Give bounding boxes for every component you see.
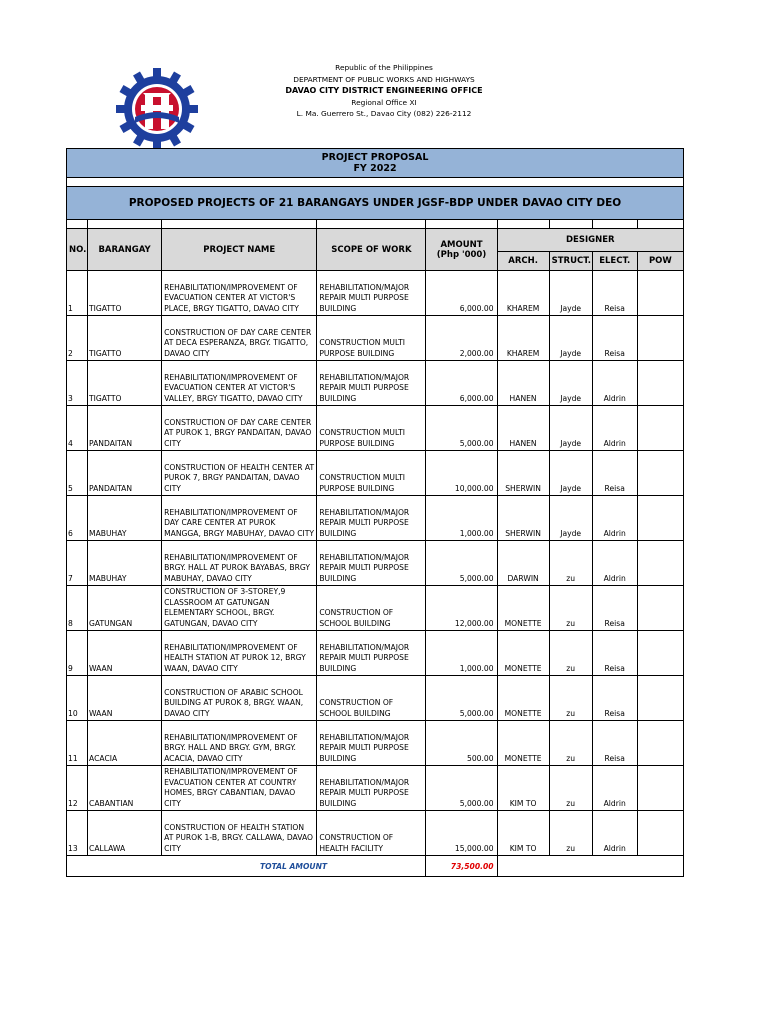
row-struct: Jayde <box>549 316 592 361</box>
total-cell <box>549 856 592 877</box>
row-pow <box>637 496 683 541</box>
row-struct: zu <box>549 541 592 586</box>
col-amount: AMOUNT (Php '000) <box>426 229 497 271</box>
table-row <box>67 541 684 586</box>
row-project-name: CONSTRUCTION OF DAY CARE CENTER AT PUROK 1, BRGY PANDAITAN, DAVAO CITY <box>162 406 317 451</box>
row-arch: DARWIN <box>497 541 549 586</box>
row-struct: zu <box>549 586 592 631</box>
table-body <box>67 271 684 856</box>
row-barangay: MABUHAY <box>88 541 162 586</box>
row-pow <box>637 271 683 316</box>
row-barangay: ACACIA <box>88 721 162 766</box>
total-cell <box>88 856 162 877</box>
row-elect: Reisa <box>592 631 637 676</box>
row-pow <box>637 361 683 406</box>
row-arch: MONETTE <box>497 721 549 766</box>
row-arch: SHERWIN <box>497 451 549 496</box>
row-arch: KHAREM <box>497 271 549 316</box>
row-no: 10 <box>67 676 88 721</box>
row-project-name: REHABILITATION/IMPROVEMENT OF EVACUATION CENTER AT VICTOR'S PLACE, BRGY TIGATTO, DAVAO CITY <box>162 271 317 316</box>
total-cell <box>592 856 637 877</box>
row-project-name: CONSTRUCTION OF HEALTH CENTER AT PUROK 7, BRGY PANDAITAN, DAVAO CITY <box>162 451 317 496</box>
row-scope: REHABILITATION/MAJOR REPAIR MULTI PURPOSE BUILDING <box>317 361 426 406</box>
col-elect: ELECT. <box>592 252 637 271</box>
office-line: DAVAO CITY DISTRICT ENGINEERING OFFICE <box>285 86 483 96</box>
table-row <box>67 271 684 316</box>
row-barangay: GATUNGAN <box>88 586 162 631</box>
table-row <box>67 676 684 721</box>
row-arch: HANEN <box>497 361 549 406</box>
spacer-row <box>67 220 684 229</box>
col-pow: POW <box>637 252 683 271</box>
row-arch: KHAREM <box>497 316 549 361</box>
row-amount: 6,000.00 <box>426 271 497 316</box>
row-amount: 15,000.00 <box>426 811 497 856</box>
table-row <box>67 316 684 361</box>
letterhead <box>0 62 768 120</box>
row-struct: zu <box>549 631 592 676</box>
project-table <box>66 148 684 877</box>
row-barangay: WAAN <box>88 676 162 721</box>
row-barangay: CABANTIAN <box>88 766 162 811</box>
table-row <box>67 631 684 676</box>
row-pow <box>637 721 683 766</box>
table-row <box>67 766 684 811</box>
row-scope: REHABILITATION/MAJOR REPAIR MULTI PURPOSE BUILDING <box>317 766 426 811</box>
row-scope: REHABILITATION/MAJOR REPAIR MULTI PURPOSE BUILDING <box>317 271 426 316</box>
row-elect: Reisa <box>592 451 637 496</box>
spacer-cell <box>67 178 684 187</box>
row-no: 1 <box>67 271 88 316</box>
row-barangay: WAAN <box>88 631 162 676</box>
row-arch: SHERWIN <box>497 496 549 541</box>
col-struct: STRUCT. <box>549 252 592 271</box>
row-no: 9 <box>67 631 88 676</box>
row-no: 7 <box>67 541 88 586</box>
row-struct: Jayde <box>549 271 592 316</box>
spacer-cell <box>592 220 637 229</box>
spacer-cell <box>426 220 497 229</box>
spacer-cell <box>162 220 317 229</box>
row-elect: Aldrin <box>592 406 637 451</box>
row-barangay: PANDAITAN <box>88 406 162 451</box>
total-cell <box>497 856 549 877</box>
row-elect: Reisa <box>592 271 637 316</box>
row-arch: KIM TO <box>497 811 549 856</box>
row-scope: REHABILITATION/MAJOR REPAIR MULTI PURPOSE BUILDING <box>317 541 426 586</box>
proposal-fy: FY 2022 <box>353 163 397 174</box>
row-struct: Jayde <box>549 496 592 541</box>
row-no: 12 <box>67 766 88 811</box>
row-elect: Aldrin <box>592 361 637 406</box>
table-row <box>67 811 684 856</box>
row-pow <box>637 631 683 676</box>
row-no: 5 <box>67 451 88 496</box>
column-header-row <box>67 229 684 252</box>
row-elect: Reisa <box>592 676 637 721</box>
row-no: 3 <box>67 361 88 406</box>
row-struct: zu <box>549 676 592 721</box>
row-struct: Jayde <box>549 451 592 496</box>
row-scope: REHABILITATION/MAJOR REPAIR MULTI PURPOSE BUILDING <box>317 721 426 766</box>
row-amount: 5,000.00 <box>426 406 497 451</box>
row-project-name: REHABILITATION/IMPROVEMENT OF EVACUATION CENTER AT VICTOR'S VALLEY, BRGY TIGATTO, DAVAO CITY <box>162 361 317 406</box>
row-barangay: TIGATTO <box>88 316 162 361</box>
row-struct: zu <box>549 811 592 856</box>
row-no: 2 <box>67 316 88 361</box>
row-amount: 500.00 <box>426 721 497 766</box>
row-no: 13 <box>67 811 88 856</box>
row-project-name: REHABILITATION/IMPROVEMENT OF BRGY. HALL AND BRGY. GYM, BRGY. ACACIA, DAVAO CITY <box>162 721 317 766</box>
row-pow <box>637 406 683 451</box>
proposal-band <box>67 149 684 178</box>
col-scope: SCOPE OF WORK <box>317 229 426 271</box>
row-amount: 10,000.00 <box>426 451 497 496</box>
row-barangay: PANDAITAN <box>88 451 162 496</box>
row-arch: MONETTE <box>497 586 549 631</box>
row-struct: Jayde <box>549 406 592 451</box>
total-label: TOTAL AMOUNT <box>162 856 426 877</box>
spacer-cell <box>497 220 549 229</box>
total-cell <box>67 856 88 877</box>
spacer-row <box>67 178 684 187</box>
row-pow <box>637 811 683 856</box>
spacer-cell <box>317 220 426 229</box>
row-scope: CONSTRUCTION OF SCHOOL BUILDING <box>317 586 426 631</box>
row-amount: 2,000.00 <box>426 316 497 361</box>
row-barangay: CALLAWA <box>88 811 162 856</box>
row-scope: REHABILITATION/MAJOR REPAIR MULTI PURPOSE BUILDING <box>317 496 426 541</box>
row-scope: CONSTRUCTION MULTI PURPOSE BUILDING <box>317 406 426 451</box>
table-row <box>67 496 684 541</box>
proposal-title-cell <box>67 149 684 178</box>
row-struct: zu <box>549 766 592 811</box>
row-project-name: CONSTRUCTION OF ARABIC SCHOOL BUILDING AT PUROK 8, BRGY. WAAN, DAVAO CITY <box>162 676 317 721</box>
row-pow <box>637 676 683 721</box>
row-scope: REHABILITATION/MAJOR REPAIR MULTI PURPOSE BUILDING <box>317 631 426 676</box>
row-project-name: CONSTRUCTION OF HEALTH STATION AT PUROK 1-B, BRGY. CALLAWA, DAVAO CITY <box>162 811 317 856</box>
table-row <box>67 721 684 766</box>
total-cell <box>637 856 683 877</box>
row-elect: Aldrin <box>592 541 637 586</box>
row-pow <box>637 316 683 361</box>
table-row <box>67 586 684 631</box>
banner-band <box>67 187 684 220</box>
region-line: Regional Office XI <box>351 97 417 107</box>
row-elect: Aldrin <box>592 496 637 541</box>
address-line: L. Ma. Guerrero St., Davao City (082) 226-2112 <box>296 109 472 119</box>
row-barangay: TIGATTO <box>88 361 162 406</box>
row-elect: Aldrin <box>592 811 637 856</box>
row-elect: Reisa <box>592 721 637 766</box>
table-row <box>67 451 684 496</box>
row-amount: 1,000.00 <box>426 496 497 541</box>
department-line: DEPARTMENT OF PUBLIC WORKS AND HIGHWAYS <box>293 74 475 84</box>
proposal-title: PROJECT PROPOSAL <box>321 152 429 163</box>
row-pow <box>637 451 683 496</box>
row-scope: CONSTRUCTION MULTI PURPOSE BUILDING <box>317 316 426 361</box>
row-pow <box>637 586 683 631</box>
row-struct: zu <box>549 721 592 766</box>
row-project-name: REHABILITATION/IMPROVEMENT OF EVACUATION CENTER AT COUNTRY HOMES, BRGY CABANTIAN, DAVAO CITY <box>162 766 317 811</box>
row-elect: Reisa <box>592 316 637 361</box>
row-pow <box>637 766 683 811</box>
col-barangay: BARANGAY <box>88 229 162 271</box>
table-row <box>67 406 684 451</box>
row-struct: Jayde <box>549 361 592 406</box>
total-row <box>67 856 684 877</box>
row-elect: Aldrin <box>592 766 637 811</box>
row-project-name: REHABILITATION/IMPROVEMENT OF HEALTH STATION AT PUROK 12, BRGY WAAN, DAVAO CITY <box>162 631 317 676</box>
row-amount: 12,000.00 <box>426 586 497 631</box>
row-project-name: CONSTRUCTION OF DAY CARE CENTER AT DECA ESPERANZA, BRGY. TIGATTO, DAVAO CITY <box>162 316 317 361</box>
row-project-name: REHABILITATION/IMPROVEMENT OF DAY CARE CENTER AT PUROK MANGGA, BRGY MABUHAY, DAVAO CITY <box>162 496 317 541</box>
spacer-cell <box>88 220 162 229</box>
row-no: 11 <box>67 721 88 766</box>
col-no: NO. <box>67 229 88 271</box>
row-no: 8 <box>67 586 88 631</box>
row-arch: HANEN <box>497 406 549 451</box>
row-scope: CONSTRUCTION OF HEALTH FACILITY <box>317 811 426 856</box>
row-pow <box>637 541 683 586</box>
col-project: PROJECT NAME <box>162 229 317 271</box>
spacer-cell <box>549 220 592 229</box>
row-barangay: TIGATTO <box>88 271 162 316</box>
row-amount: 5,000.00 <box>426 541 497 586</box>
spacer-cell <box>67 220 88 229</box>
row-amount: 5,000.00 <box>426 676 497 721</box>
row-amount: 5,000.00 <box>426 766 497 811</box>
spacer-cell <box>637 220 683 229</box>
row-amount: 6,000.00 <box>426 361 497 406</box>
row-project-name: REHABILITATION/IMPROVEMENT OF BRGY. HALL AT PUROK BAYABAS, BRGY MABUHAY, DAVAO CITY <box>162 541 317 586</box>
total-amount: 73,500.00 <box>426 856 497 877</box>
row-arch: MONETTE <box>497 631 549 676</box>
row-arch: KIM TO <box>497 766 549 811</box>
row-elect: Reisa <box>592 586 637 631</box>
row-no: 4 <box>67 406 88 451</box>
row-no: 6 <box>67 496 88 541</box>
table-row <box>67 361 684 406</box>
row-scope: CONSTRUCTION OF SCHOOL BUILDING <box>317 676 426 721</box>
row-arch: MONETTE <box>497 676 549 721</box>
row-amount: 1,000.00 <box>426 631 497 676</box>
row-scope: CONSTRUCTION MULTI PURPOSE BUILDING <box>317 451 426 496</box>
row-barangay: MABUHAY <box>88 496 162 541</box>
row-project-name: CONSTRUCTION OF 3-STOREY,9 CLASSROOM AT GATUNGAN ELEMENTARY SCHOOL, BRGY. GATUNGAN, DAVAO CITY <box>162 586 317 631</box>
republic-line: Republic of the Philippines <box>335 63 433 72</box>
col-arch: ARCH. <box>497 252 549 271</box>
banner-title: PROPOSED PROJECTS OF 21 BARANGAYS UNDER JGSF-BDP UNDER DAVAO CITY DEO <box>67 187 684 220</box>
col-designer: DESIGNER <box>497 229 683 252</box>
